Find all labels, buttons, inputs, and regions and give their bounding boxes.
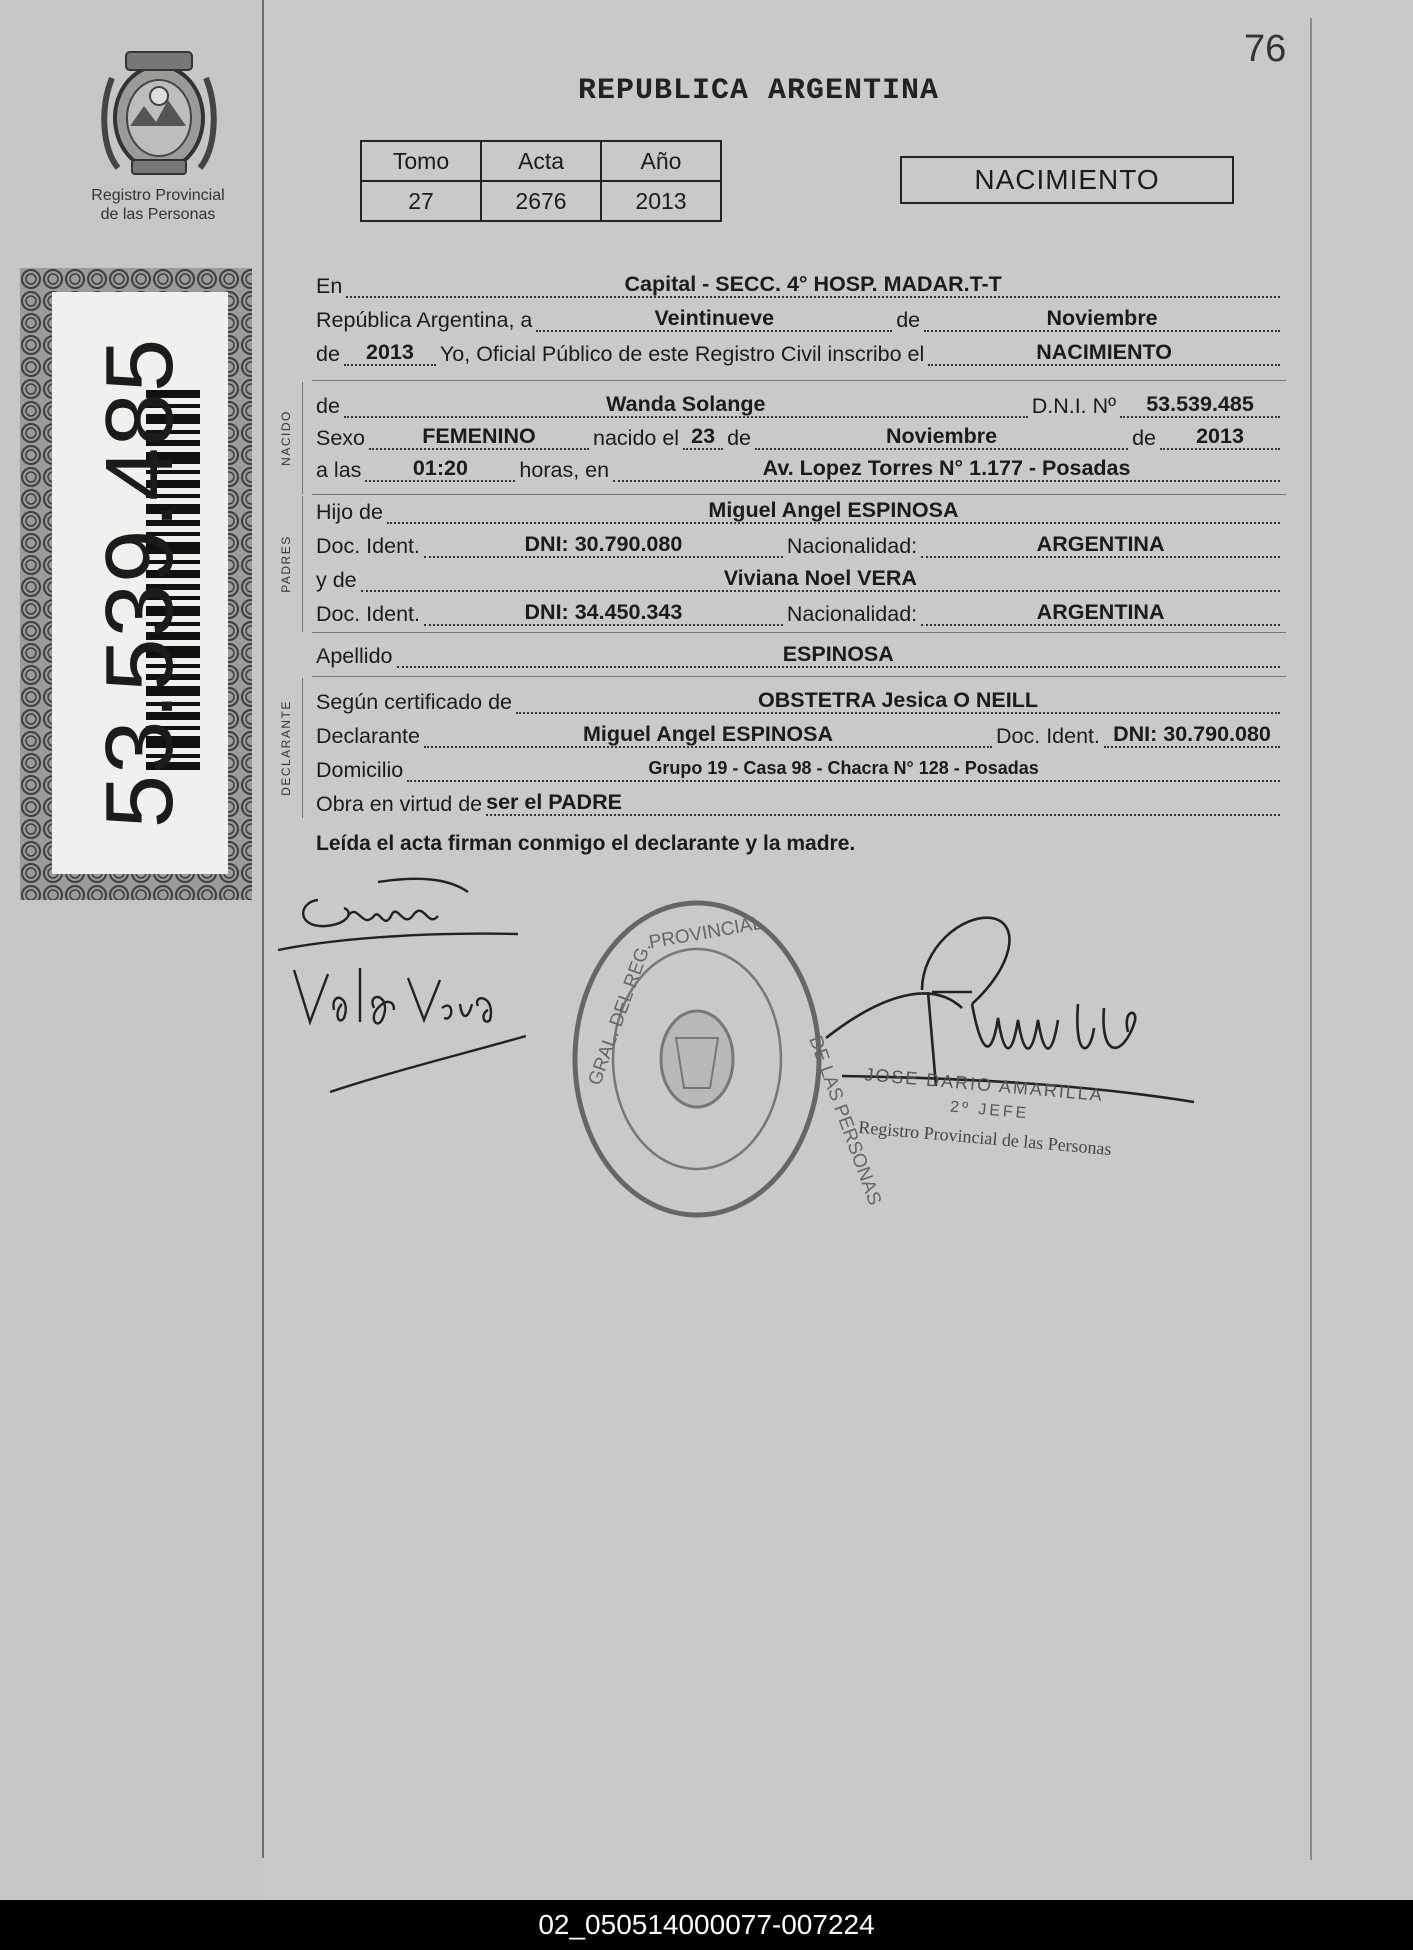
mother-value: Viviana Noel VERA (361, 566, 1280, 592)
label-de: de (1132, 426, 1156, 450)
reason-value: ser el PADRE (486, 790, 1280, 816)
label-nacionalidad: Nacionalidad: (786, 602, 918, 626)
document-title: REPUBLICA ARGENTINA (578, 74, 940, 108)
day-words-value: Veintinueve (536, 306, 892, 332)
row-mother (316, 566, 1284, 592)
label-declarante: Declarante (316, 724, 420, 748)
registry-header-ano: Año (601, 141, 721, 181)
label-en: En (316, 274, 343, 298)
label-de: de (896, 308, 921, 332)
certificate-value: OBSTETRA Jesica O NEILL (516, 688, 1280, 714)
birth-month-value: Noviembre (755, 424, 1128, 450)
mother-signature-icon (290, 960, 530, 1096)
crest-caption-line2: de las Personas (100, 206, 216, 223)
section-rule-padres (302, 496, 303, 632)
label-y-de: y de (316, 568, 357, 592)
row-year (316, 340, 1284, 366)
section-label-padres-text: PADRES (279, 535, 293, 593)
label-doc-ident: Doc. Ident. (316, 534, 420, 558)
separator (312, 632, 1286, 633)
act-type-box: NACIMIENTO (900, 156, 1234, 204)
svg-text:GRAL. DEL REG.: GRAL. DEL REG. (584, 939, 656, 1089)
row-father-doc (316, 532, 1284, 558)
month-value: Noviembre (924, 306, 1280, 332)
mother-nationality-value: ARGENTINA (921, 600, 1280, 626)
crest-caption-line1: Registro Provincial (91, 187, 225, 204)
registry-header-acta: Acta (481, 141, 601, 181)
separator (312, 380, 1286, 381)
official-title-stamp: 2º JEFE (949, 1098, 1030, 1123)
label-segun: Según certificado de (316, 690, 513, 714)
row-reason (316, 790, 1284, 816)
registry-ano: 2013 (601, 181, 721, 221)
birth-year-value: 2013 (1160, 424, 1280, 450)
birth-time-value: 01:20 (365, 456, 515, 482)
row-declarant (316, 722, 1284, 748)
row-certificate (316, 688, 1284, 714)
birth-place-value: Av. Lopez Torres N° 1.177 - Posadas (613, 456, 1280, 482)
father-value: Miguel Angel ESPINOSA (387, 498, 1280, 524)
registry-table (360, 140, 722, 222)
separator (312, 676, 1286, 677)
margin-rule (262, 0, 264, 1858)
label-apellido: Apellido (316, 644, 393, 668)
place-value: Capital - SECC. 4° HOSP. MADAR.T-T (346, 272, 1280, 298)
separator (312, 494, 1286, 495)
label-de: de (316, 342, 340, 366)
page-number: 76 (1244, 28, 1287, 70)
label-hijo: Hijo de (316, 500, 383, 524)
label-oficial: Yo, Oficial Público de este Registro Civil inscribo el (439, 342, 925, 366)
section-rule-declarante (302, 678, 303, 818)
closing-statement: Leída el acta firman conmigo el declarante y la madre. (316, 832, 856, 855)
declarant-value: Miguel Angel ESPINOSA (424, 722, 992, 748)
registry-acta: 2676 (481, 181, 601, 221)
act-kind-value: NACIMIENTO (928, 340, 1280, 366)
label-nacionalidad: Nacionalidad: (786, 534, 918, 558)
name-value: Wanda Solange (344, 392, 1028, 418)
row-date (316, 306, 1284, 332)
declarant-doc-value: DNI: 30.790.080 (1104, 722, 1280, 748)
label-nacido: nacido el (593, 426, 680, 450)
father-doc-value: DNI: 30.790.080 (424, 532, 783, 558)
registry-header-row (361, 141, 721, 181)
right-edge-rule (1310, 18, 1312, 1860)
label-de: de (316, 394, 340, 418)
father-nationality-value: ARGENTINA (921, 532, 1280, 558)
row-time (316, 456, 1284, 482)
row-address (316, 756, 1284, 782)
official-office-stamp: Registro Provincial de las Personas (857, 1116, 1113, 1160)
birth-day-value: 23 (683, 424, 723, 450)
row-place (316, 272, 1284, 298)
registry-value-row (361, 181, 721, 221)
label-doc-ident: Doc. Ident. (996, 724, 1100, 748)
sex-value: FEMENINO (369, 424, 589, 450)
svg-text:PROVINCIAL: PROVINCIAL (647, 912, 765, 954)
declarant-signature-icon (278, 872, 528, 962)
mother-doc-value: DNI: 34.450.343 (424, 600, 783, 626)
dni-value: 53.539.485 (1120, 392, 1280, 418)
row-sex (316, 424, 1284, 450)
row-surname (316, 642, 1284, 668)
registry-header-tomo: Tomo (361, 141, 481, 181)
label-dni: D.N.I. Nº (1031, 394, 1116, 418)
section-label-nacido (278, 382, 294, 494)
label-obra: Obra en virtud de (316, 792, 483, 816)
label-horas: horas, en (519, 458, 610, 482)
crest-caption (80, 186, 236, 224)
section-label-padres (278, 496, 294, 632)
section-label-nacido-text: NACIDO (279, 410, 293, 466)
label-alas: a las (316, 458, 362, 482)
svg-text:DE LAS PERSONAS: DE LAS PERSONAS (804, 1033, 886, 1209)
label-de: de (727, 426, 752, 450)
section-label-declarante-text: DECLARANTE (279, 700, 293, 796)
label-republica: República Argentina, a (316, 308, 533, 332)
section-rule-nacido (302, 382, 303, 494)
official-stamp-icon (570, 898, 886, 1220)
section-label-declarante (278, 678, 294, 818)
row-name (316, 392, 1284, 418)
year-value: 2013 (344, 340, 436, 366)
barcode-number: 53.539.485 (86, 337, 193, 829)
scan-footer-id: 02_050514000077-007224 (0, 1900, 1413, 1950)
label-sexo: Sexo (316, 426, 366, 450)
registry-tomo: 27 (361, 181, 481, 221)
surname-value: ESPINOSA (397, 642, 1281, 668)
label-doc-ident: Doc. Ident. (316, 602, 420, 626)
misiones-crest-icon (98, 48, 220, 182)
address-value: Grupo 19 - Casa 98 - Chacra N° 128 - Posadas (407, 756, 1280, 782)
label-domicilio: Domicilio (316, 758, 404, 782)
row-mother-doc (316, 600, 1284, 626)
row-father (316, 498, 1284, 524)
official-name-stamp: JOSE DARIO AMARILLA (863, 1064, 1105, 1106)
